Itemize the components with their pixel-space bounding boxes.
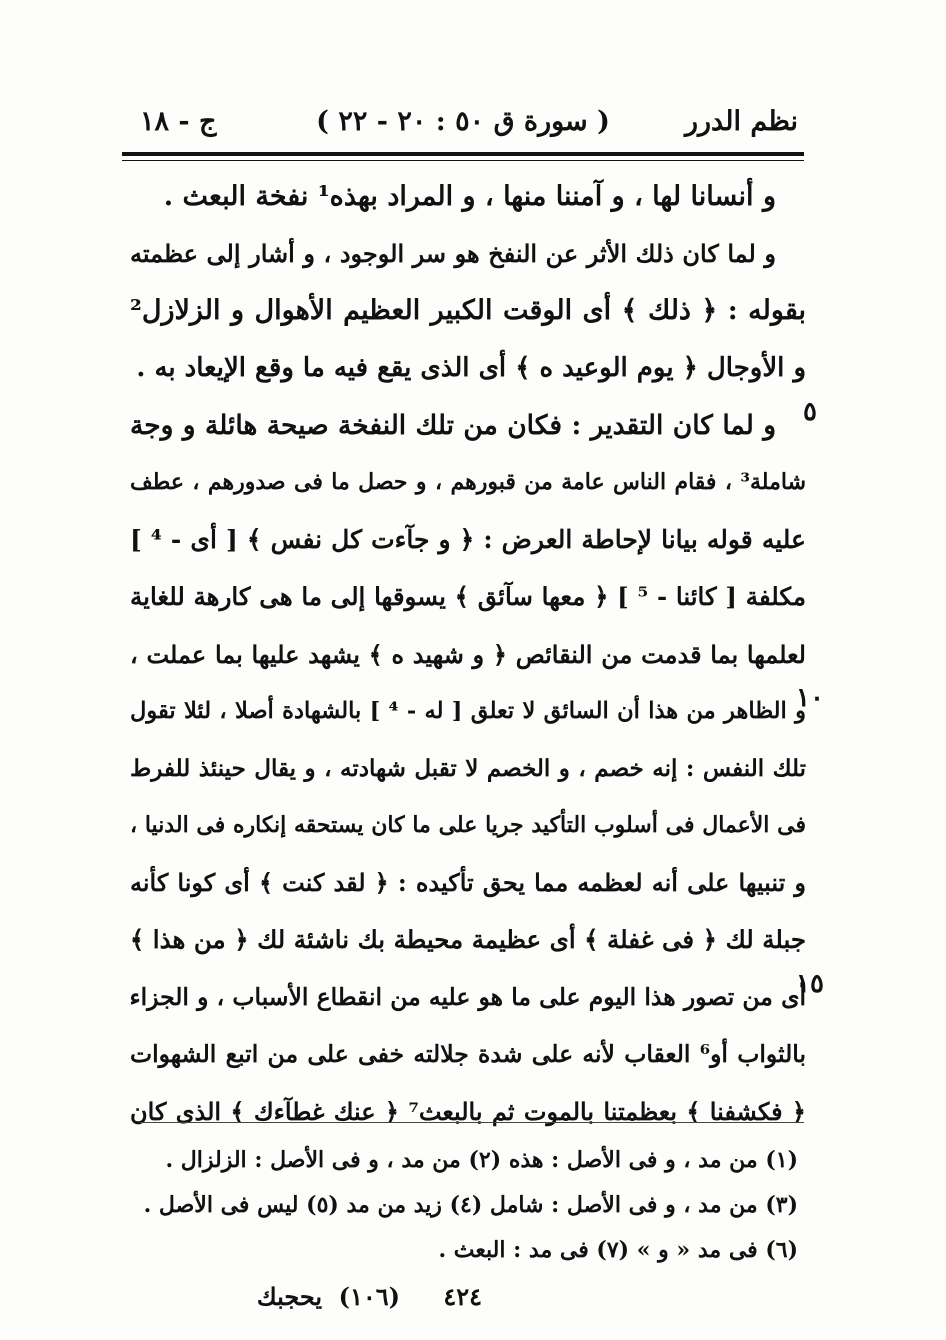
header-rule-thick — [122, 152, 804, 156]
text-line: لعلمها بما قدمت من النقائص ﴿ و شهيد ه ﴾ يشهد عليها بما عملت ، — [130, 639, 806, 669]
text-line: بالثواب أو⁶ العقاب لأنه على شدة جلالته خفى على من اتبع الشهوات — [130, 1039, 806, 1068]
text-line: مكلفة [ كائنا - ⁵ ] ﴿ معها سآئق ﴾ يسوقها إلى ما هى كارهة للغاية — [130, 582, 806, 612]
footnote-line: (٣) من مد ، و فى الأصل : شامل (٤) زيد من مد (٥) ليس فى الأصل . — [143, 1192, 798, 1218]
text-line: فى الأعمال فى أسلوب التأكيد جريا على ما كان يستحقه إنكاره فى الدنيا ، — [130, 812, 806, 839]
page-footer — [130, 1282, 810, 1322]
header-rule-thin — [122, 160, 804, 161]
text-line: و لما كان التقدير : فكان من تلك النفخة صيحة هائلة و وجة — [130, 409, 776, 441]
footnote-line: (٦) فى مد « و » (٧) فى مد : البعث . — [438, 1237, 798, 1263]
volume-number: ج - ١٨ — [140, 106, 217, 137]
running-header — [122, 100, 804, 148]
footnote-line: (١) من مد ، و فى الأصل : هذه (٢) من مد ، و فى الأصل : الزلزال . — [165, 1147, 798, 1173]
text-line: أى من تصور هذا اليوم على ما هو عليه من انقطاع الأسباب ، و الجزاء — [129, 982, 806, 1011]
book-title: نظم الدرر — [684, 106, 798, 137]
text-line: و الظاهر من هذا أن السائق لا تعلق [ له - ⁴ ] بالشهادة أصلا ، لئلا تقول — [130, 697, 806, 724]
line-number-15: ١٥ — [796, 969, 824, 999]
text-line: عليه قوله بيانا لإحاطة العرض : ﴿ و جآءت كل نفس ﴾ [ أى - ⁴ ] — [130, 525, 806, 555]
line-number-10: ١٠ — [796, 683, 824, 713]
text-line: شاملة³ ، فقام الناس عامة من قبورهم ، و حصل ما فى صدورهم ، عطف — [130, 468, 806, 495]
text-line: تلك النفس : إنه خصم ، و الخصم لا تقبل شهادته ، و يقال حينئذ للفرط — [130, 754, 806, 782]
text-line: و أنسانا لها ، و آمننا منها ، و المراد بهذه¹ نفخة البعث . — [163, 181, 776, 212]
line-number-5: ٥ — [803, 397, 817, 427]
footnote-separator — [140, 1122, 804, 1123]
text-line: و لما كان ذلك الأثر عن النفخ هو سر الوجود ، و أشار إلى عظمته — [130, 239, 776, 269]
text-line: ﴿ فكشفنا ﴾ بعظمتنا بالموت ثم بالبعث⁷ ﴿ عنك غطآءك ﴾ الذى كان — [130, 1097, 806, 1126]
text-line: جبلة لك ﴿ فى غفلة ﴾ أى عظيمة محيطة بك ناشئة لك ﴿ من هذا ﴾ — [129, 925, 806, 955]
text-line: و الأوجال ﴿ يوم الوعيد ه ﴾ أى الذى يقع فيه ما وقع الإيعاد به . — [136, 352, 806, 383]
text-line: و تنبيها على أنه لعظمه مما يحق تأكيده : ﴿ لقد كنت ﴾ أى كونا كأنه — [130, 868, 806, 898]
page-number: ٤٢٤ — [443, 1282, 482, 1311]
sequence-number: (١٠٦) — [338, 1282, 400, 1311]
catchword: يحجبك — [256, 1282, 322, 1311]
text-line: بقوله : ﴿ ذلك ﴾ أى الوقت الكبير العظيم الأهوال و الزلازل² — [130, 295, 806, 327]
surah-reference: ( سورة ق ٥٠ : ٢٠ - ٢٢ ) — [316, 106, 610, 137]
footnotes — [122, 1138, 798, 1273]
main-text — [130, 168, 806, 1140]
